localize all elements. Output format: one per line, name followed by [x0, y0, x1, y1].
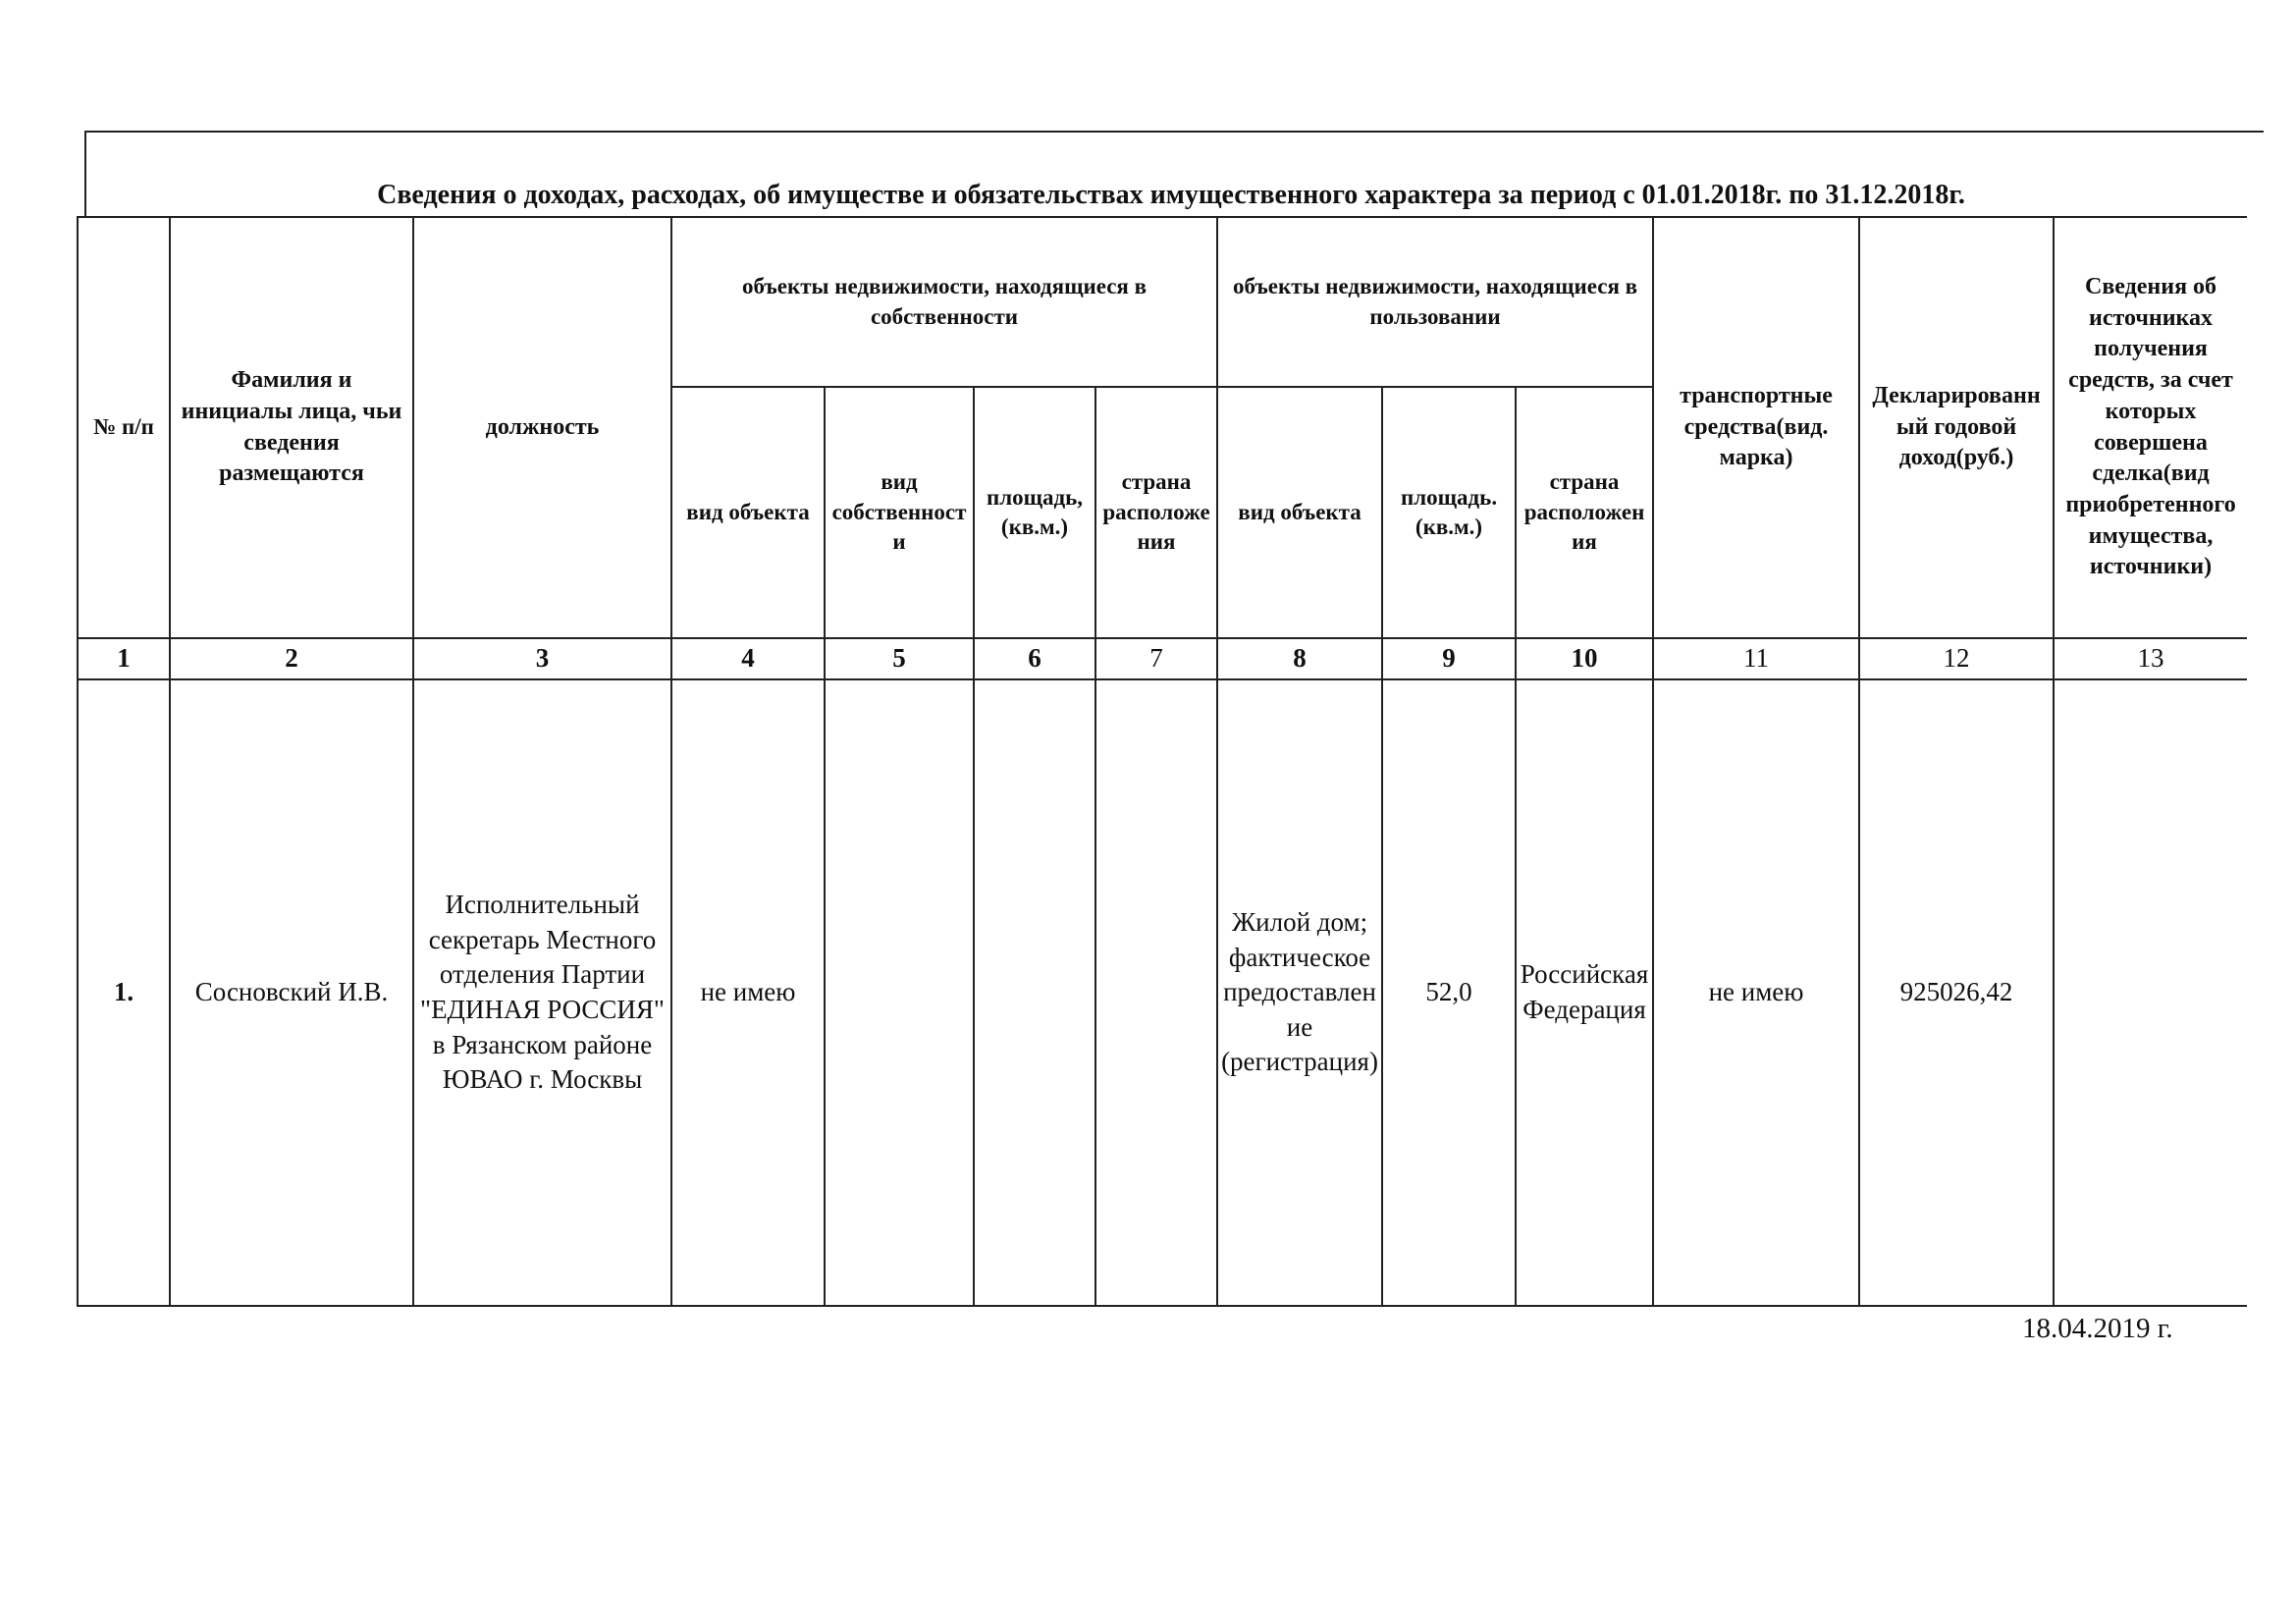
row-owned-country	[1095, 679, 1217, 1306]
column-number: 4	[671, 638, 825, 679]
column-number: 6	[974, 638, 1095, 679]
row-owned-ownership	[825, 679, 974, 1306]
row-used-type: Жилой дом; фактическое предоставление (регистрация)	[1217, 679, 1382, 1306]
column-number: 3	[413, 638, 671, 679]
header-owned-ownership: вид собственности	[825, 387, 974, 638]
header-num: № п/п	[78, 217, 170, 638]
row-num: 1.	[78, 679, 170, 1306]
row-sources	[2054, 679, 2247, 1306]
header-owned-area: площадь, (кв.м.)	[974, 387, 1095, 638]
row-used-country: Российская Федерация	[1516, 679, 1653, 1306]
column-number: 1	[78, 638, 170, 679]
column-number: 8	[1217, 638, 1382, 679]
document-date: 18.04.2019 г.	[2022, 1313, 2173, 1344]
column-number: 11	[1653, 638, 1859, 679]
table-row	[78, 679, 2247, 1306]
header-name: Фамилия и инициалы лица, чьи сведения размещаются	[170, 217, 413, 638]
row-used-area: 52,0	[1382, 679, 1516, 1306]
declaration-table	[77, 216, 2247, 1307]
row-income: 925026,42	[1859, 679, 2054, 1306]
header-row-1	[78, 217, 2247, 387]
row-transport: не имею	[1653, 679, 1859, 1306]
header-position: должность	[413, 217, 671, 638]
column-number: 9	[1382, 638, 1516, 679]
column-number: 12	[1859, 638, 2054, 679]
column-number-row	[78, 638, 2247, 679]
column-number: 10	[1516, 638, 1653, 679]
row-position: Исполнительный секретарь Местного отделения Партии "ЕДИНАЯ РОССИЯ" в Рязанском районе ЮВАО г. Москвы	[413, 679, 671, 1306]
column-number: 5	[825, 638, 974, 679]
column-number: 2	[170, 638, 413, 679]
row-owned-area	[974, 679, 1095, 1306]
header-transport: транспортные средства(вид. марка)	[1653, 217, 1859, 638]
header-owned-group: объекты недвижимости, находящиеся в собственности	[671, 217, 1217, 387]
header-income: Декларированный годовой доход(руб.)	[1859, 217, 2054, 638]
column-number: 7	[1095, 638, 1217, 679]
header-owned-type: вид объекта	[671, 387, 825, 638]
header-used-type: вид объекта	[1217, 387, 1382, 638]
row-name: Сосновский И.В.	[170, 679, 413, 1306]
header-used-country: страна расположения	[1516, 387, 1653, 638]
document-title: Сведения о доходах, расходах, об имуществе и обязательствах имущественного характера за период с 01.01.2018г. по 31.12.2018г.	[377, 180, 1965, 210]
row-owned-type: не имею	[671, 679, 825, 1306]
header-owned-country: страна расположения	[1095, 387, 1217, 638]
column-number: 13	[2054, 638, 2247, 679]
header-used-area: площадь. (кв.м.)	[1382, 387, 1516, 638]
header-used-group: объекты недвижимости, находящиеся в пользовании	[1217, 217, 1653, 387]
header-sources: Сведения об источниках получения средств, за счет которых совершена сделка(вид приобретенного имущества, источники)	[2054, 217, 2247, 638]
